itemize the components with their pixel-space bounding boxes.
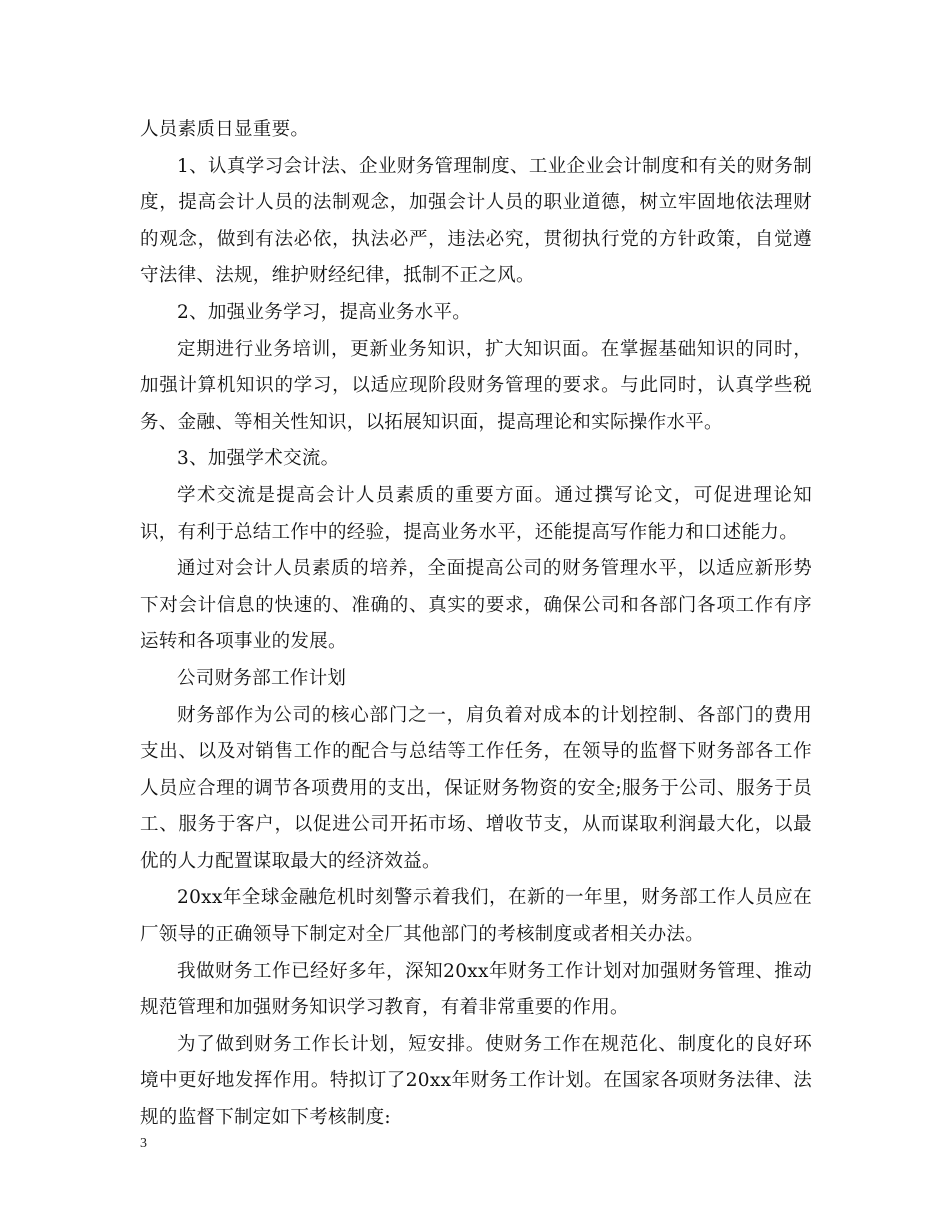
paragraph-experience: 我做财务工作已经好多年，深知20xx年财务工作计划对加强财务管理、推动规范管理和加强财务知识学习教育，有着非常重要的作用。	[140, 960, 812, 1019]
body-text	[140, 112, 812, 1137]
paragraph-academic-exchange: 学术交流是提高会计人员素质的重要方面。通过撰写论文，可促进理论知识，有利于总结工作中的经验，提高业务水平，还能提高写作能力和口述能力。	[140, 484, 812, 543]
paragraph-training: 定期进行业务培训，更新业务知识，扩大知识面。在掌握基础知识的同时，加强计算机知识的学习，以适应现阶段财务管理的要求。与此同时，认真学些税务、金融、等相关性知识，以拓展知识面，提高理论和实际操作水平。	[140, 338, 812, 433]
paragraph-plan: 为了做到财务工作长计划，短安排。使财务工作在规范化、制度化的良好环境中更好地发挥作用。特拟订了20xx年财务工作计划。在国家各项财务法律、法规的监督下制定如下考核制度:	[140, 1033, 812, 1129]
paragraph-summary: 通过对会计人员素质的培养，全面提高公司的财务管理水平，以适应新形势下对会计信息的快速的、准确的、真实的要求，确保公司和各部门各项工作有序运转和各项事业的发展。	[140, 558, 812, 653]
paragraph-item-2-heading: 2、加强业务学习，提高业务水平。	[177, 301, 472, 323]
paragraph-finance-dept: 财务部作为公司的核心部门之一，肩负着对成本的计划控制、各部门的费用支出、以及对销售工作的配合与总结等工作任务，在领导的监督下财务部各工作人员应合理的调节各项费用的支出，保证财务物资的安全;服务于公司、服务于员工、服务于客户，以促进公司开拓市场、增收节支，从而谋取利润最大化，以最优的人力配置谋取最大的经济效益。	[140, 704, 812, 872]
section-title: 公司财务部工作计划	[177, 667, 347, 689]
paragraph-item-3-heading: 3、加强学术交流。	[177, 448, 340, 470]
paragraph-continuation: 人员素质日显重要。	[140, 119, 310, 140]
page-number: 3	[140, 1136, 147, 1151]
paragraph-item-1: 1、认真学习会计法、企业财务管理制度、工业企业会计制度和有关的财务制度，提高会计人员的法制观念，加强会计人员的职业道德，树立牢固地依法理财的观念，做到有法必依，执法必严，违法必究，贯彻执行党的方针政策，自觉遵守法律、法规，维护财经纪律，抵制不正之风。	[140, 155, 812, 287]
paragraph-financial-crisis: 20xx年全球金融危机时刻警示着我们，在新的一年里，财务部工作人员应在厂领导的正确领导下制定对全厂其他部门的考核制度或者相关办法。	[140, 887, 812, 946]
